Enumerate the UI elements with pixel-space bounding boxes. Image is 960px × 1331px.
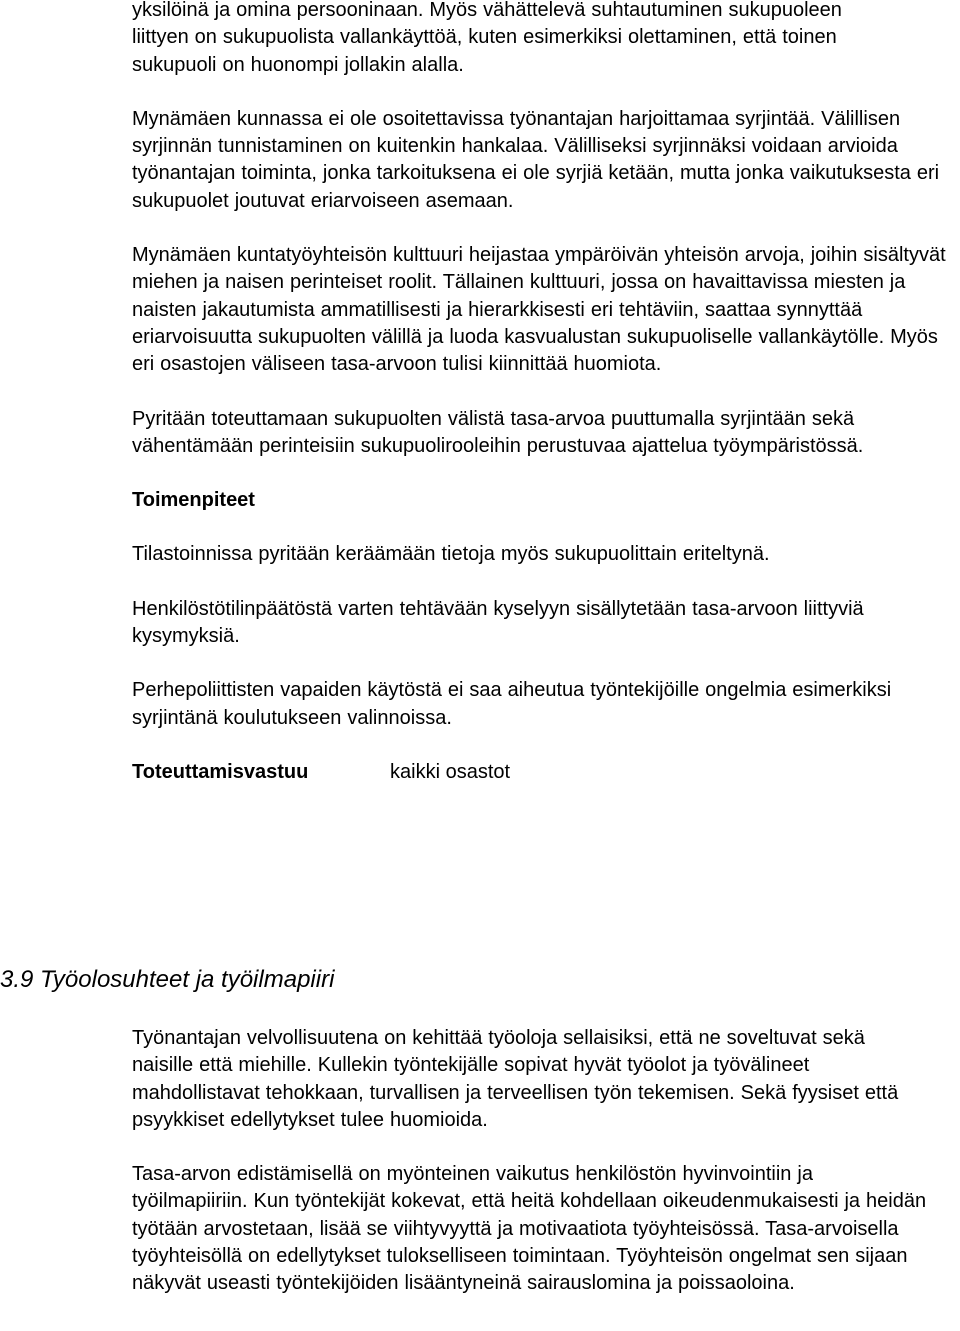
section-number: 3.9 — [0, 966, 34, 993]
responsibility-row — [132, 759, 960, 786]
responsibility-value: kaikki osastot — [390, 760, 511, 783]
measures-heading: Toimenpiteet — [132, 489, 255, 512]
document-body — [132, 0, 960, 786]
section-heading — [0, 965, 500, 995]
responsibility-label: Toteuttamisvastuu — [132, 760, 309, 783]
measure-item: Henkilöstötilinpäätöstä varten tehtävään kyselyyn sisällytetään tasa-arvoon liittyviä kysymyksiä. — [132, 597, 864, 648]
section-title: Työolosuhteet ja työilmapiiri — [40, 966, 335, 993]
paragraph: Tasa-arvon edistämisellä on myönteinen vaikutus henkilöstön hyvinvointiin ja työilmapiiriin. Kun työntekijät kokevat, että heitä kohdellaan oikeudenmukaisesti ja heidän työtään arvostetaan, lisää se viihtyvyyttä ja motivaatiota työyhteisössä. Tasa-arvoisella työyhteisöllä on edellytykset tulokselliseen toimintaan. Työyhteisön ongelmat sen sijaan näkyvät useasti työntekijöiden lisääntyneinä sairauslomina ja poissaoloina. — [132, 1163, 927, 1295]
paragraph: Mynämäen kunnassa ei ole osoitettavissa työnantajan harjoittamaa syrjintää. Välillisen syrjinnän tunnistaminen on kuitenkin hankalaa. Välilliseksi syrjinnäksi voidaan arvioida työnantajan toiminta, jonka tarkoituksena ei ole syrjiä ketään, mutta jonka vaikutuksesta eri sukupuolet joutuvat eriarvoiseen asemaan. — [132, 107, 940, 212]
measure-item: Tilastoinnissa pyritään keräämään tietoja myös sukupuolittain eriteltynä. — [132, 543, 770, 566]
paragraph: Pyritään toteuttamaan sukupuolten välistä tasa-arvoa puuttumalla syrjintään sekä vähentämään perinteisiin sukupuolirooleihin perustuvaa ajattelua työympäristössä. — [132, 407, 864, 457]
measure-item: Perhepoliittisten vapaiden käytöstä ei saa aiheutua työntekijöille ongelmia esimerkiksi syrjintänä koulutukseen valinnoissa. — [132, 679, 892, 729]
section-body — [132, 1025, 960, 1298]
paragraph: Mynämäen kuntatyöyhteisön kulttuuri heijastaa ympäröivän yhteisön arvoja, joihin sisältyvät miehen ja naisen perinteiset roolit. Tällainen kulttuuri, jossa on havaittavissa miesten ja naisten jakautumista ammatillisesti ja hierarkkisesti eri tehtäviin, saattaa synnyttää eriarvoisuutta sukupuolten välillä ja luoda kasvualustan sukupuoliselle vallankäytölle. Myös eri osastojen väliseen tasa-arvoon tulisi kiinnittää huomiota. — [132, 244, 946, 376]
paragraph: yksilöinä ja omina persooninaan. Myös vähättelevä suhtautuminen sukupuoleen liittyen on sukupuolista vallankäyttöä, kuten esimerkiksi olettaminen, että toinen sukupuoli on huonompi jollakin alalla. — [132, 0, 842, 76]
paragraph: Työnantajan velvollisuutena on kehittää työoloja sellaisiksi, että ne soveltuvat sekä naisille että miehille. Kullekin työntekijälle sopivat hyvät työolot ja työvälineet mahdollistavat tehokkaan, turvallisen ja terveellisen työn tekemisen. Sekä fyysiset että psyykkiset edellytykset tulee huomioida. — [132, 1027, 899, 1131]
